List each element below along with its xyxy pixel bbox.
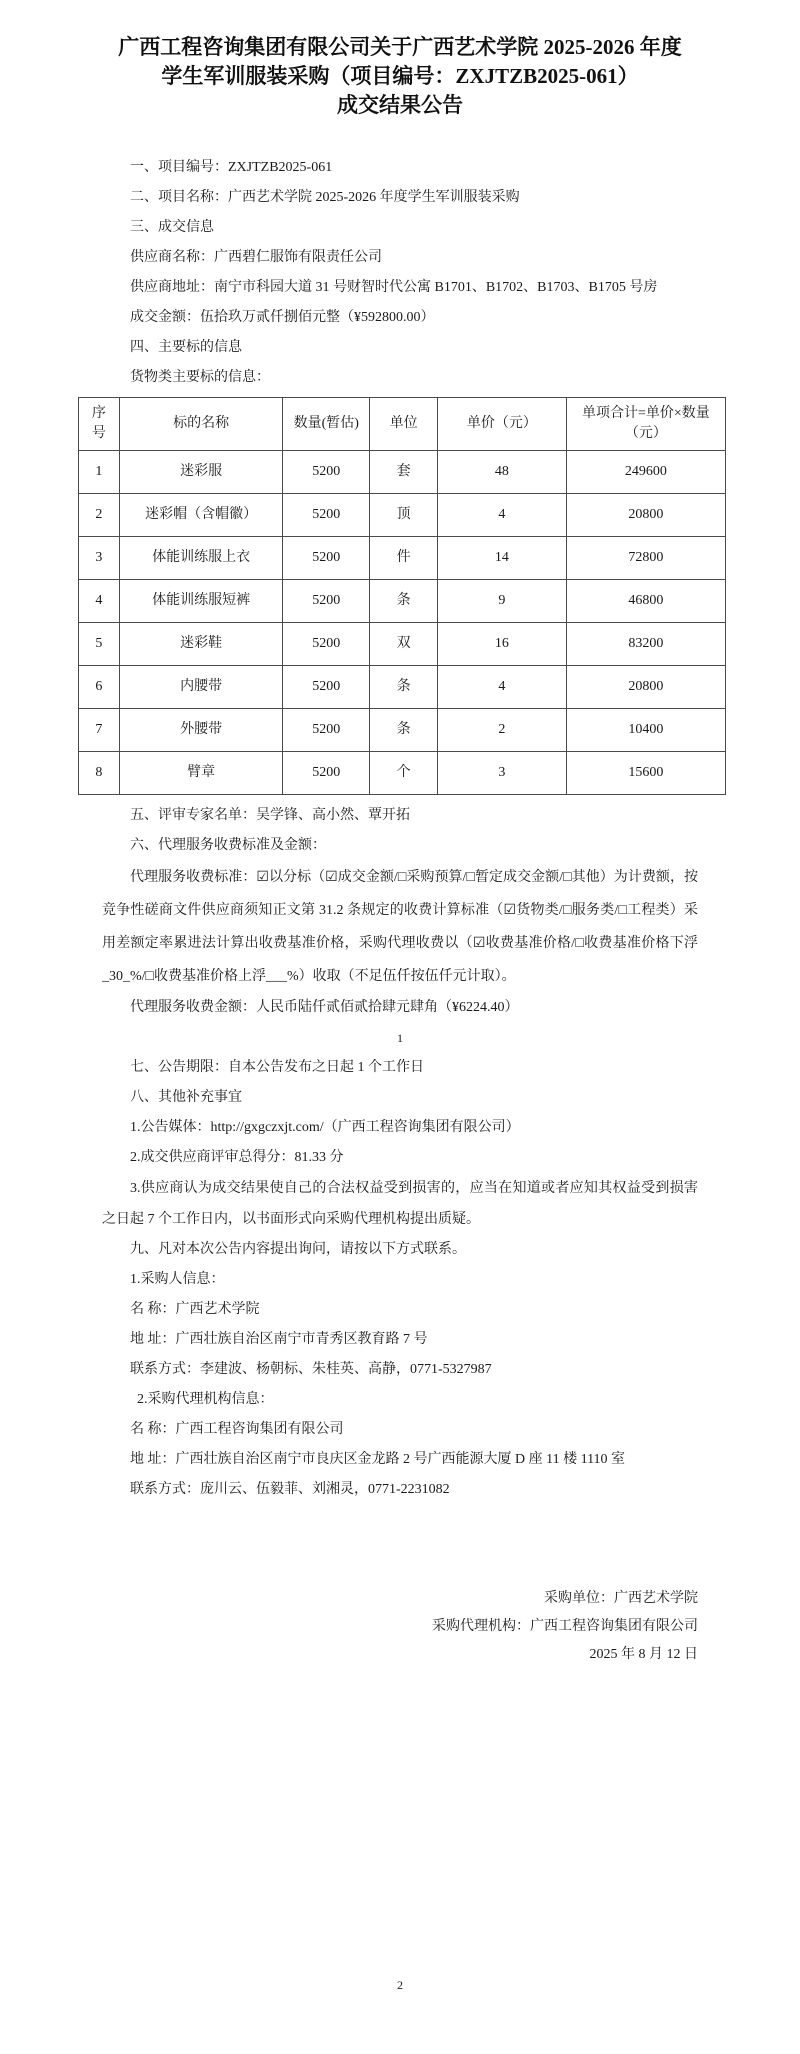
table-cell: 20800 xyxy=(566,666,725,709)
dispute-paragraph: 3.供应商认为成交结果使自己的合法权益受到损害的，应当在知道或者应知其权益受到损害之日起 7 个工作日内，以书面形式向采购代理机构提出质疑。 xyxy=(102,1181,698,1227)
table-cell: 外腰带 xyxy=(119,709,283,752)
document-title xyxy=(0,0,800,120)
buyer-contact-line: 联系方式：李建波、杨朝标、朱桂英、高静，0771-5327987 xyxy=(130,1362,492,1377)
signature-buyer: 采购单位：广西艺术学院 xyxy=(544,1591,698,1606)
agent-address-line: 地 址：广西壮族自治区南宁市良庆区金龙路 2 号广西能源大厦 D 座 11 楼 1110 室 xyxy=(130,1452,626,1467)
table-cell: 6 xyxy=(79,666,120,709)
table-row xyxy=(79,666,726,709)
table-cell: 46800 xyxy=(566,580,725,623)
agent-heading: 2.采购代理机构信息： xyxy=(137,1392,274,1407)
table-cell: 7 xyxy=(79,709,120,752)
project-number-line: 一、项目编号：ZXJTZB2025-061 xyxy=(130,160,333,175)
table-row xyxy=(79,537,726,580)
table-cell: 16 xyxy=(438,623,567,666)
page-1-marker: 1 xyxy=(397,1031,403,1045)
table-cell: 条 xyxy=(370,580,438,623)
table-cell: 件 xyxy=(370,537,438,580)
col-header-index: 序号 xyxy=(79,398,120,451)
table-cell: 双 xyxy=(370,623,438,666)
experts-line: 五、评审专家名单：吴学锋、高小然、覃开拓 xyxy=(130,808,410,823)
signature-block xyxy=(102,1585,698,1669)
table-cell: 1 xyxy=(79,451,120,494)
table-cell: 20800 xyxy=(566,494,725,537)
table-cell: 5200 xyxy=(283,709,370,752)
table-cell: 顶 xyxy=(370,494,438,537)
table-row xyxy=(79,451,726,494)
table-cell: 体能训练服上衣 xyxy=(119,537,283,580)
supplier-name-line: 供应商名称：广西碧仁服饰有限责任公司 xyxy=(130,250,382,265)
table-cell: 5200 xyxy=(283,494,370,537)
title-line-1: 广西工程咨询集团有限公司关于广西艺术学院 2025-2026 年度 xyxy=(118,35,682,59)
table-cell: 臂章 xyxy=(119,752,283,795)
document-body xyxy=(91,153,710,1669)
page-2-marker: 2 xyxy=(397,1978,403,1992)
table-cell: 3 xyxy=(79,537,120,580)
col-header-unit: 单位 xyxy=(370,398,438,451)
table-cell: 5200 xyxy=(283,451,370,494)
table-cell: 2 xyxy=(79,494,120,537)
buyer-heading: 1.采购人信息： xyxy=(130,1272,225,1287)
agent-contact-line: 联系方式：庞川云、伍毅菲、刘湘灵，0771-2231082 xyxy=(130,1482,450,1497)
signature-date: 2025 年 8 月 12 日 xyxy=(589,1647,698,1662)
table-cell: 3 xyxy=(438,752,567,795)
goods-intro-line: 货物类主要标的信息： xyxy=(130,370,270,385)
buyer-name-line: 名 称：广西艺术学院 xyxy=(130,1302,260,1317)
table-cell: 15600 xyxy=(566,752,725,795)
table-cell: 个 xyxy=(370,752,438,795)
col-header-unit-price: 单价（元） xyxy=(438,398,567,451)
table-cell: 48 xyxy=(438,451,567,494)
title-line-3: 成交结果公告 xyxy=(337,93,463,117)
deal-amount-line: 成交金额：伍拾玖万贰仟捌佰元整（¥592800.00） xyxy=(130,310,435,325)
fee-amount-line: 代理服务收费金额：人民币陆仟贰佰贰拾肆元肆角（¥6224.40） xyxy=(130,1000,519,1015)
goods-table-body xyxy=(79,451,726,795)
contact-heading: 九、凡对本次公告内容提出询问，请按以下方式联系。 xyxy=(130,1242,466,1257)
table-cell: 83200 xyxy=(566,623,725,666)
table-cell: 72800 xyxy=(566,537,725,580)
agent-name-line: 名 称：广西工程咨询集团有限公司 xyxy=(130,1422,344,1437)
table-cell: 迷彩服 xyxy=(119,451,283,494)
fee-standard-paragraph: 代理服务收费标准：☑以分标（☑成交金额/□采购预算/□暂定成交金额/□其他）为计费额，按竞争性磋商文件供应商须知正文第 31.2 条规定的收费计算标准（☑货物类/□服务类/□工程类）采用差额定率累进法计算出收费基准价格，采购代理收费以（☑收费基准价格/□收费基准价格下浮_30_%/□收费基准价格上浮___%）收取（不足伍仟按伍仟元计取）。 xyxy=(102,870,698,984)
col-header-subtotal: 单项合计=单价×数量（元） xyxy=(566,398,725,451)
table-cell: 5200 xyxy=(283,666,370,709)
signature-agent: 采购代理机构：广西工程咨询集团有限公司 xyxy=(432,1619,698,1634)
table-header-row xyxy=(79,398,726,451)
table-cell: 5200 xyxy=(283,537,370,580)
table-cell: 8 xyxy=(79,752,120,795)
other-matters-heading: 八、其他补充事宜 xyxy=(130,1090,242,1105)
fee-heading: 六、代理服务收费标准及金额： xyxy=(130,838,326,853)
table-row xyxy=(79,580,726,623)
announcement-period-line: 七、公告期限：自本公告发布之日起 1 个工作日 xyxy=(130,1060,424,1075)
table-cell: 5 xyxy=(79,623,120,666)
table-cell: 条 xyxy=(370,709,438,752)
table-cell: 条 xyxy=(370,666,438,709)
deal-info-heading: 三、成交信息 xyxy=(130,220,214,235)
table-cell: 4 xyxy=(438,666,567,709)
table-cell: 体能训练服短裤 xyxy=(119,580,283,623)
project-name-line: 二、项目名称：广西艺术学院 2025-2026 年度学生军训服装采购 xyxy=(130,190,520,205)
table-cell: 2 xyxy=(438,709,567,752)
table-row xyxy=(79,752,726,795)
table-row xyxy=(79,494,726,537)
buyer-address-line: 地 址：广西壮族自治区南宁市青秀区教育路 7 号 xyxy=(130,1332,428,1347)
table-cell: 10400 xyxy=(566,709,725,752)
goods-table xyxy=(78,397,726,795)
title-line-2: 学生军训服装采购（项目编号：ZXJTZB2025-061） xyxy=(161,64,639,88)
subject-heading: 四、主要标的信息 xyxy=(130,340,242,355)
table-cell: 9 xyxy=(438,580,567,623)
table-cell: 内腰带 xyxy=(119,666,283,709)
table-cell: 249600 xyxy=(566,451,725,494)
table-cell: 4 xyxy=(79,580,120,623)
table-cell: 5200 xyxy=(283,623,370,666)
col-header-quantity: 数量(暂估) xyxy=(283,398,370,451)
table-cell: 套 xyxy=(370,451,438,494)
table-cell: 迷彩鞋 xyxy=(119,623,283,666)
table-cell: 迷彩帽（含帽徽） xyxy=(119,494,283,537)
table-row xyxy=(79,709,726,752)
col-header-item-name: 标的名称 xyxy=(119,398,283,451)
table-cell: 4 xyxy=(438,494,567,537)
supplier-address-line: 供应商地址：南宁市科园大道 31 号财智时代公寓 B1701、B1702、B1703、B1705 号房 xyxy=(130,280,658,295)
media-line: 1.公告媒体：http://gxgczxjt.com/（广西工程咨询集团有限公司） xyxy=(130,1120,520,1135)
table-cell: 5200 xyxy=(283,580,370,623)
table-cell: 5200 xyxy=(283,752,370,795)
score-line: 2.成交供应商评审总得分：81.33 分 xyxy=(130,1150,344,1165)
table-cell: 14 xyxy=(438,537,567,580)
table-row xyxy=(79,623,726,666)
